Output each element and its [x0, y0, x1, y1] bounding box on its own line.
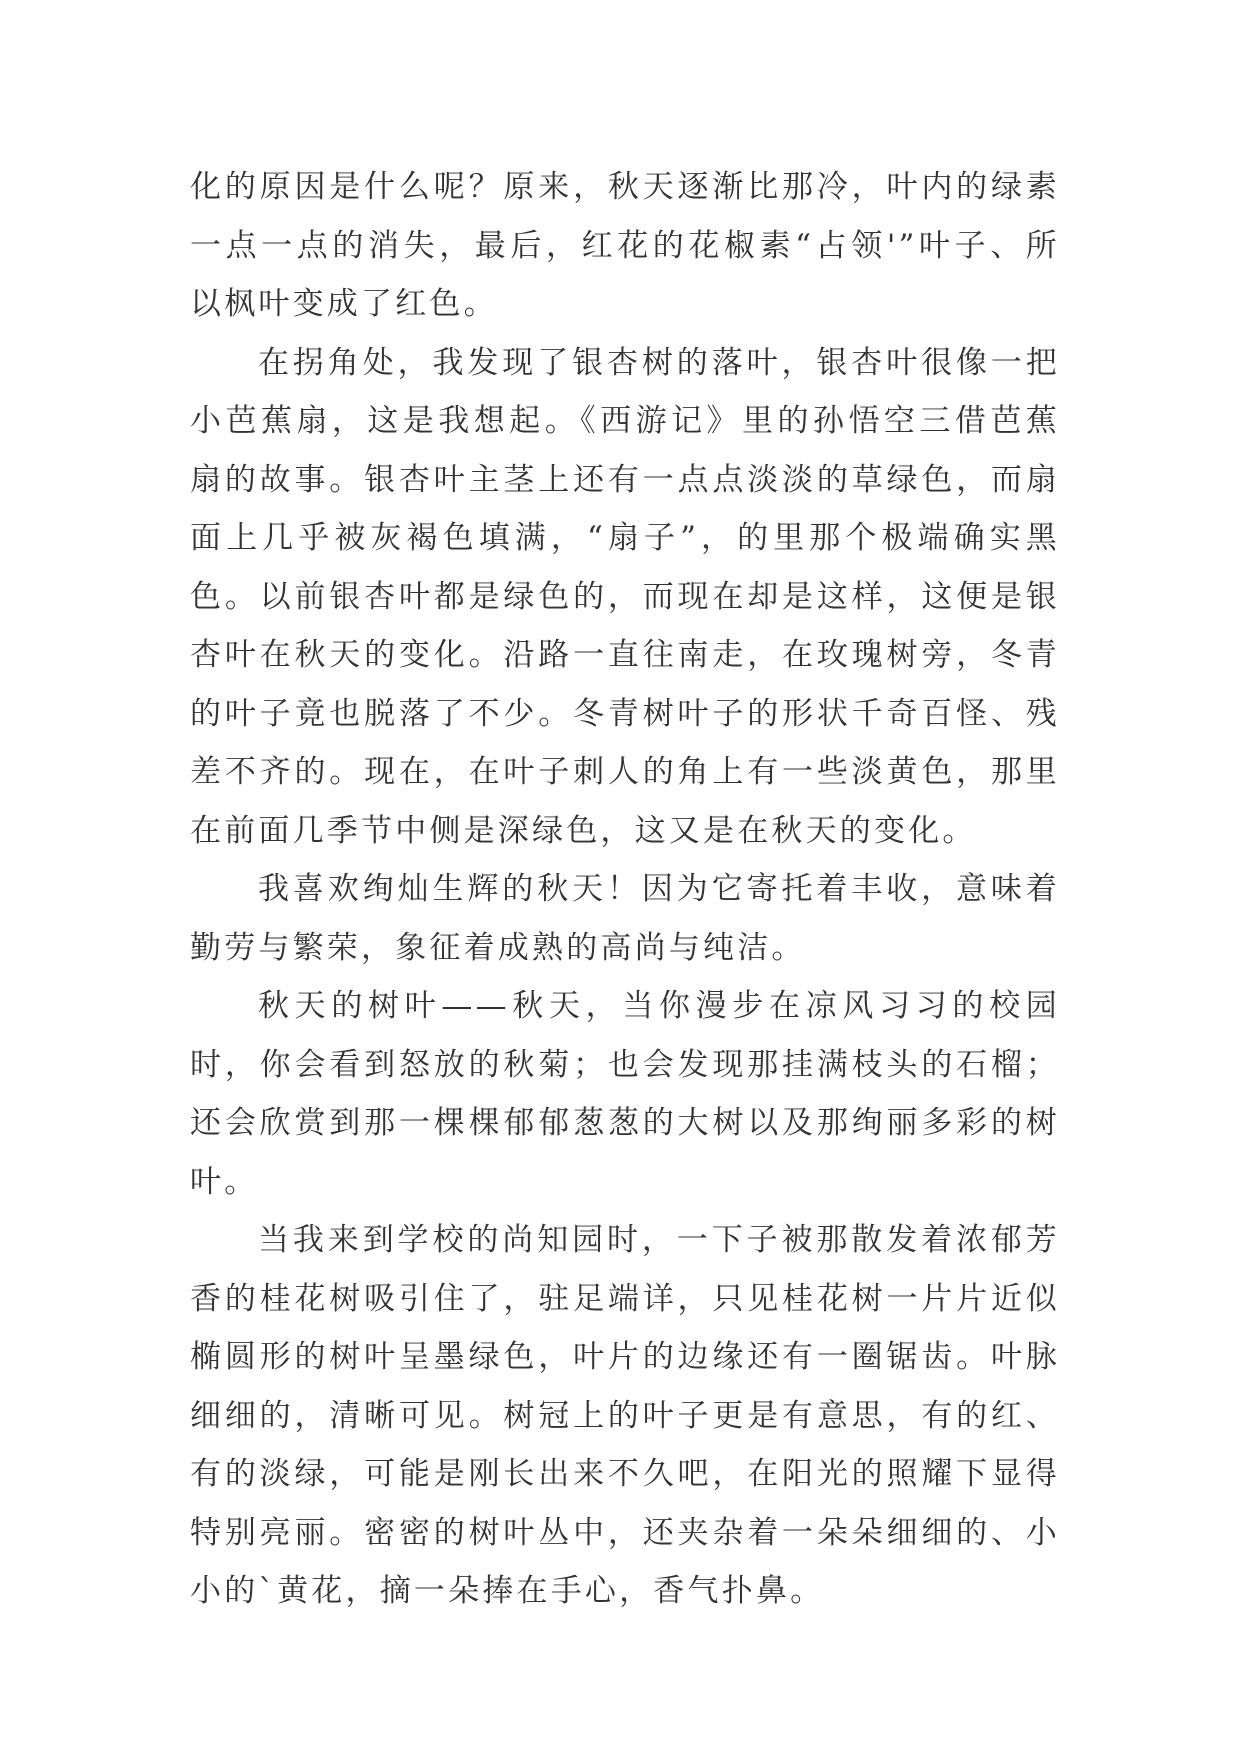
- paragraph-love-autumn: 我喜欢绚灿生辉的秋天！因为它寄托着丰收，意味着勤劳与繁荣，象征着成熟的高尚与纯洁。: [190, 871, 1060, 966]
- paragraph-autumn-leaves-campus: 秋天的树叶——秋天，当你漫步在凉风习习的校园时，你会看到怒放的秋菊；也会发现那挂满枝头的石榴；还会欣赏到那一棵棵郁郁葱葱的大树以及那绚丽多彩的树叶。: [190, 988, 1060, 1200]
- document-body: [190, 158, 1060, 1621]
- paragraph-osmanthus-tree: 当我来到学校的尚知园时，一下子被那散发着浓郁芳香的桂花树吸引住了，驻足端详，只见桂花树一片片近似椭圆形的树叶呈墨绿色，叶片的边缘还有一圈锯齿。叶脉细细的，清晰可见。树冠上的叶子更是有意思，有的红、有的淡绿，可能是刚长出来不久吧，在阳光的照耀下显得特别亮丽。密密的树叶丛中，还夹杂着一朵朵细细的、小小的`黄花，摘一朵捧在手心，香气扑鼻。: [190, 1222, 1060, 1609]
- paragraph-maple-leaf-color: 化的原因是什么呢？原来，秋天逐渐比那冷，叶内的绿素一点一点的消失，最后，红花的花椒素“占领'”叶子、所以枫叶变成了红色。: [190, 169, 1060, 322]
- paragraph-ginkgo-and-holly: 在拐角处，我发现了银杏树的落叶，银杏叶很像一把小芭蕉扇，这是我想起。《西游记》里的孙悟空三借芭蕉扇的故事。银杏叶主茎上还有一点点淡淡的草绿色，而扇面上几乎被灰褐色填满，“扇子”，的里那个极端确实黑色。以前银杏叶都是绿色的，而现在却是这样，这便是银杏叶在秋天的变化。沿路一直往南走，在玫瑰树旁，冬青的叶子竟也脱落了不少。冬青树叶子的形状千奇百怪、残差不齐的。现在，在叶子刺人的角上有一些淡黄色，那里在前面几季节中侧是深绿色，这又是在秋天的变化。: [190, 344, 1060, 849]
